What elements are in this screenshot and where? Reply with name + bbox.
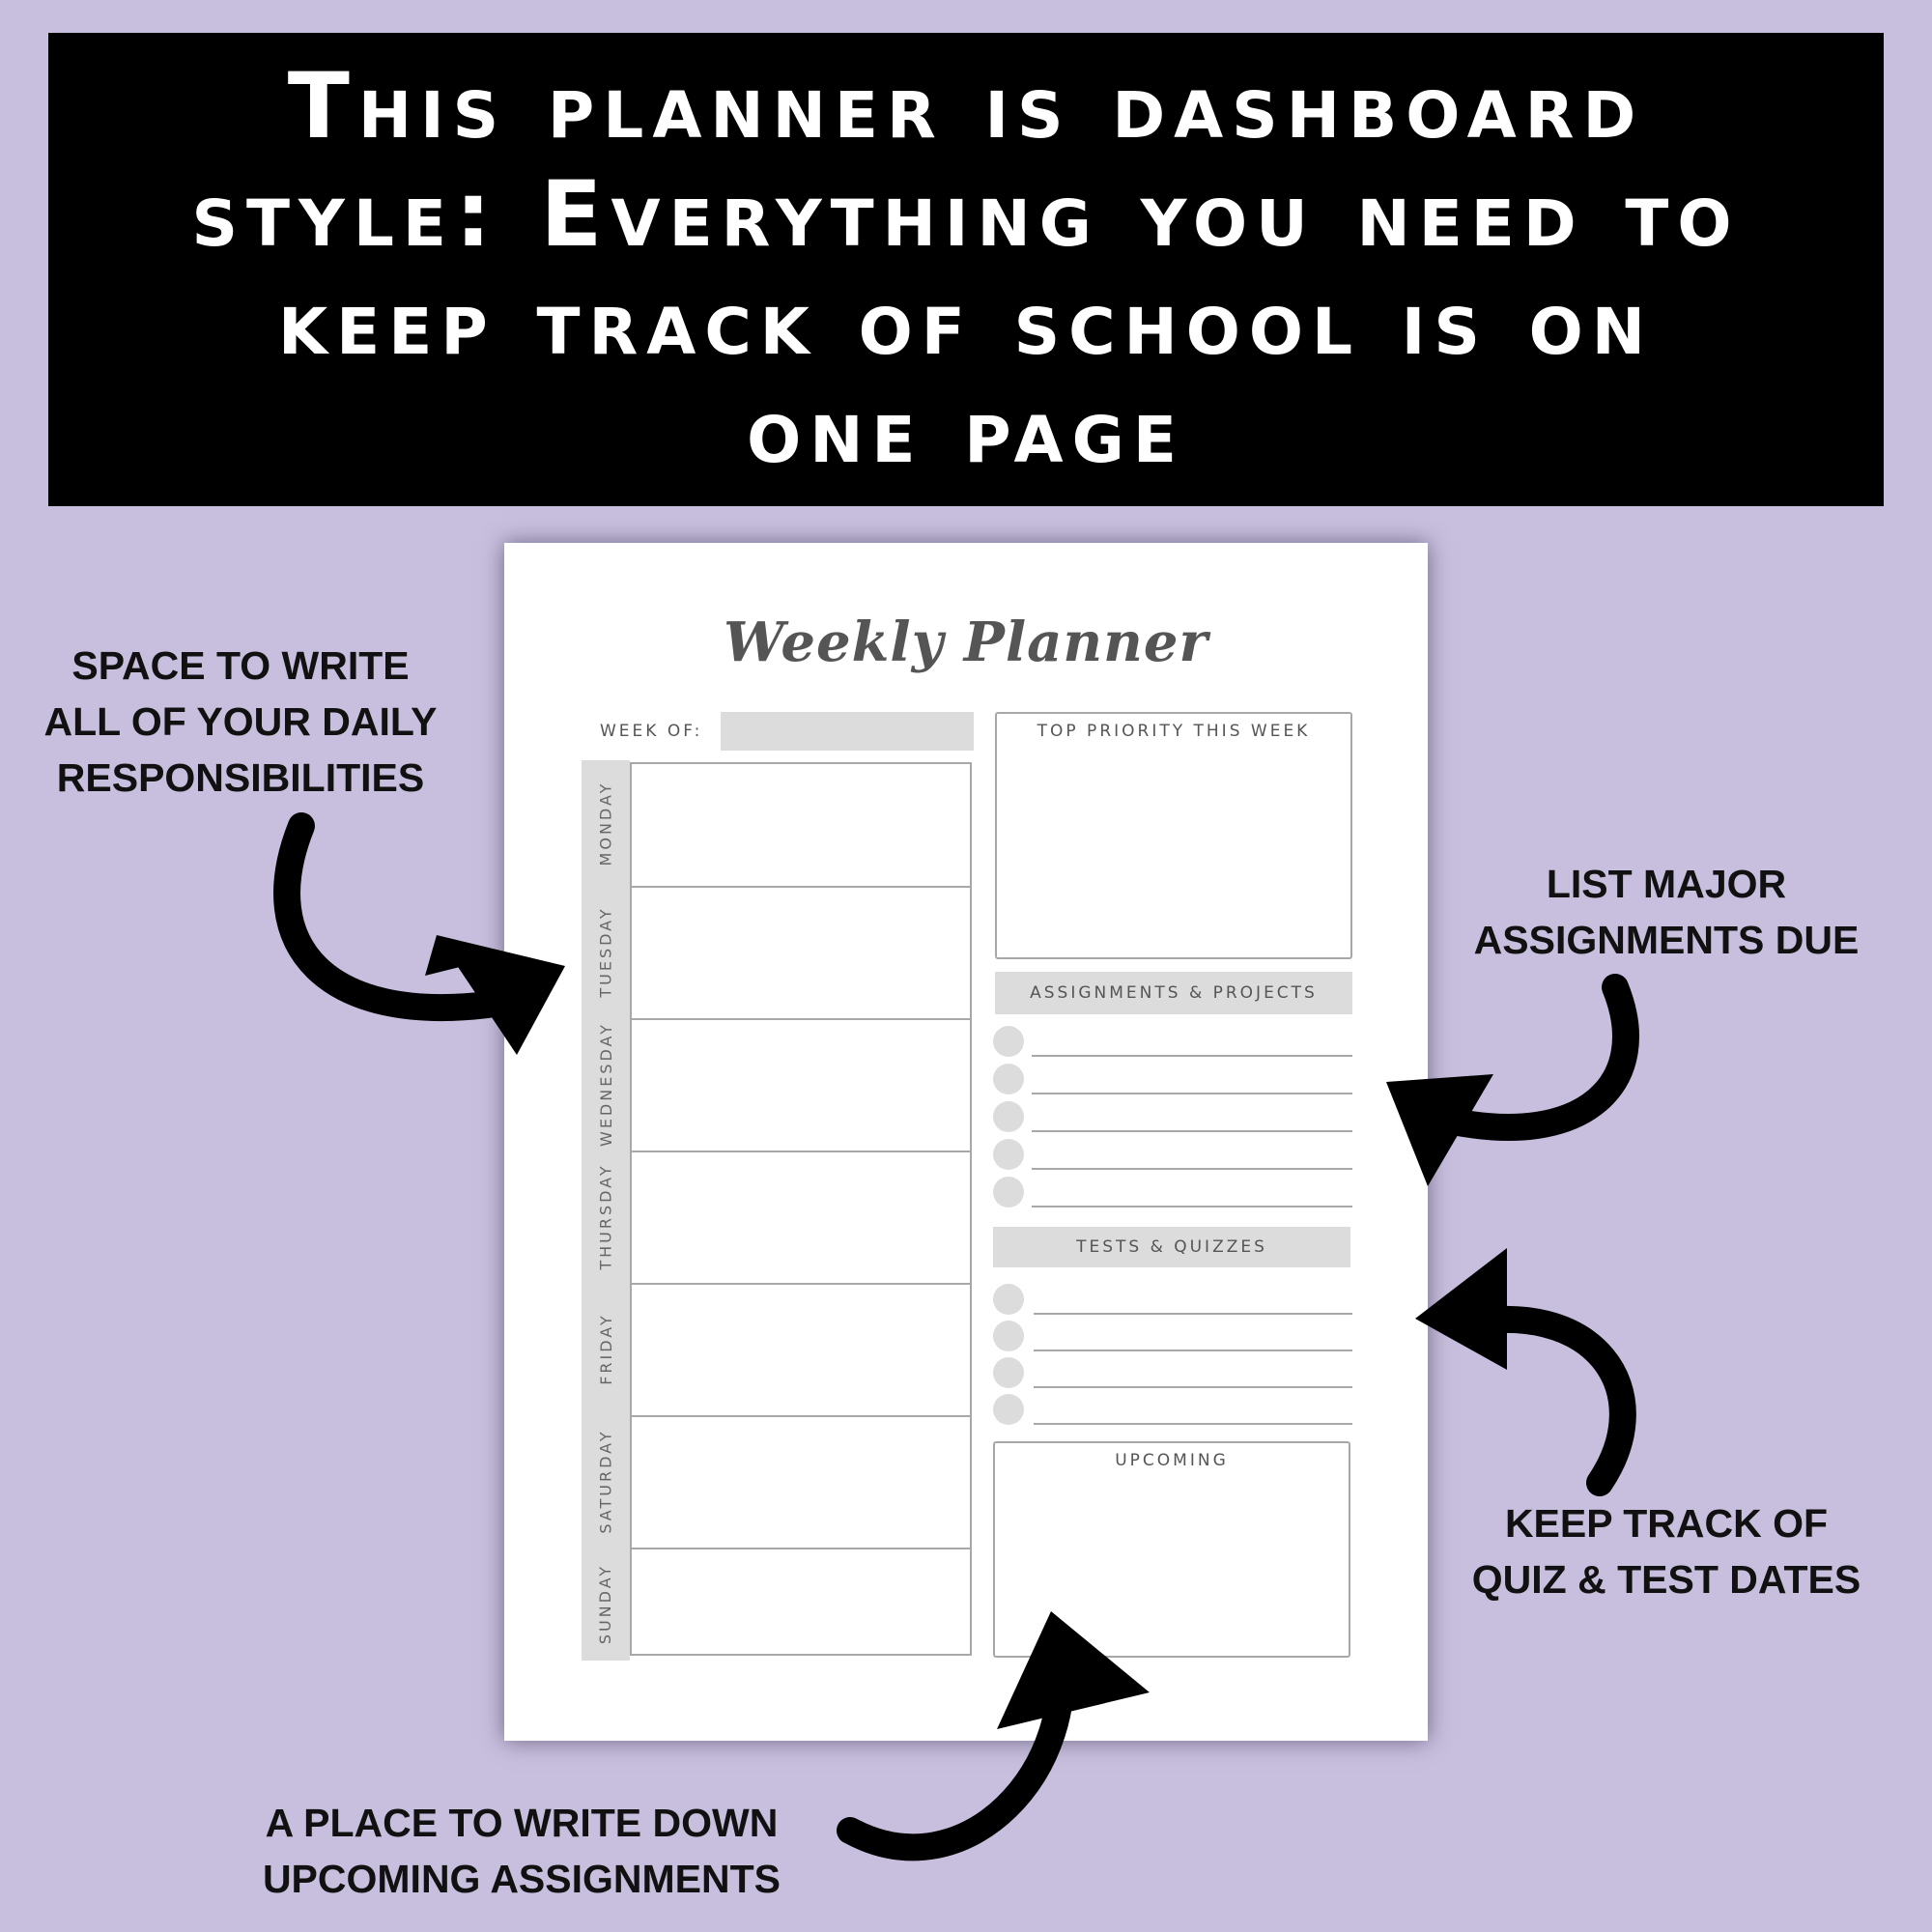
callout-line: A PLACE TO WRITE DOWN — [265, 1801, 779, 1845]
top-priority-label: TOP PRIORITY THIS WEEK — [1037, 722, 1311, 741]
day-label-thursday: THURSDAY — [596, 1163, 615, 1270]
curved-arrow-icon — [1386, 987, 1626, 1186]
day-label-sunday: SUNDAY — [596, 1563, 615, 1645]
week-of-label: WEEK OF: — [600, 722, 703, 741]
planner-title: Weekly Planner — [724, 611, 1208, 674]
day-label-tuesday: TUESDAY — [596, 906, 615, 998]
day-label-friday: FRIDAY — [596, 1313, 615, 1385]
headline-line: one page — [747, 379, 1185, 484]
headline-line: style: Everything you need to — [191, 162, 1741, 268]
callout-line: ASSIGNMENTS DUE — [1473, 918, 1860, 962]
day-label-wednesday: WEDNESDAY — [596, 1022, 615, 1147]
curved-arrow-icon — [1415, 1248, 1623, 1483]
day-label-saturday: SATURDAY — [596, 1429, 615, 1534]
curved-arrow-icon — [850, 1611, 1150, 1847]
assignments-label: ASSIGNMENTS & PROJECTS — [1030, 983, 1318, 1003]
curved-arrow-icon — [287, 826, 565, 1055]
headline-line: keep track of school is on — [278, 270, 1654, 376]
callout-line: QUIZ & TEST DATES — [1471, 1557, 1861, 1602]
callout-line: ALL OF YOUR DAILY — [43, 699, 438, 744]
tests-label: TESTS & QUIZZES — [1076, 1237, 1267, 1257]
callout-line: SPACE TO WRITE — [71, 643, 410, 688]
callout-line: LIST MAJOR — [1546, 862, 1787, 906]
callout-line: KEEP TRACK OF — [1504, 1501, 1829, 1546]
upcoming-label: UPCOMING — [1115, 1451, 1229, 1470]
headline-line: This planner is dashboard — [287, 54, 1645, 159]
callout-line: UPCOMING ASSIGNMENTS — [262, 1857, 781, 1901]
callout-line: RESPONSIBILITIES — [56, 755, 425, 800]
day-label-monday: MONDAY — [596, 781, 615, 866]
